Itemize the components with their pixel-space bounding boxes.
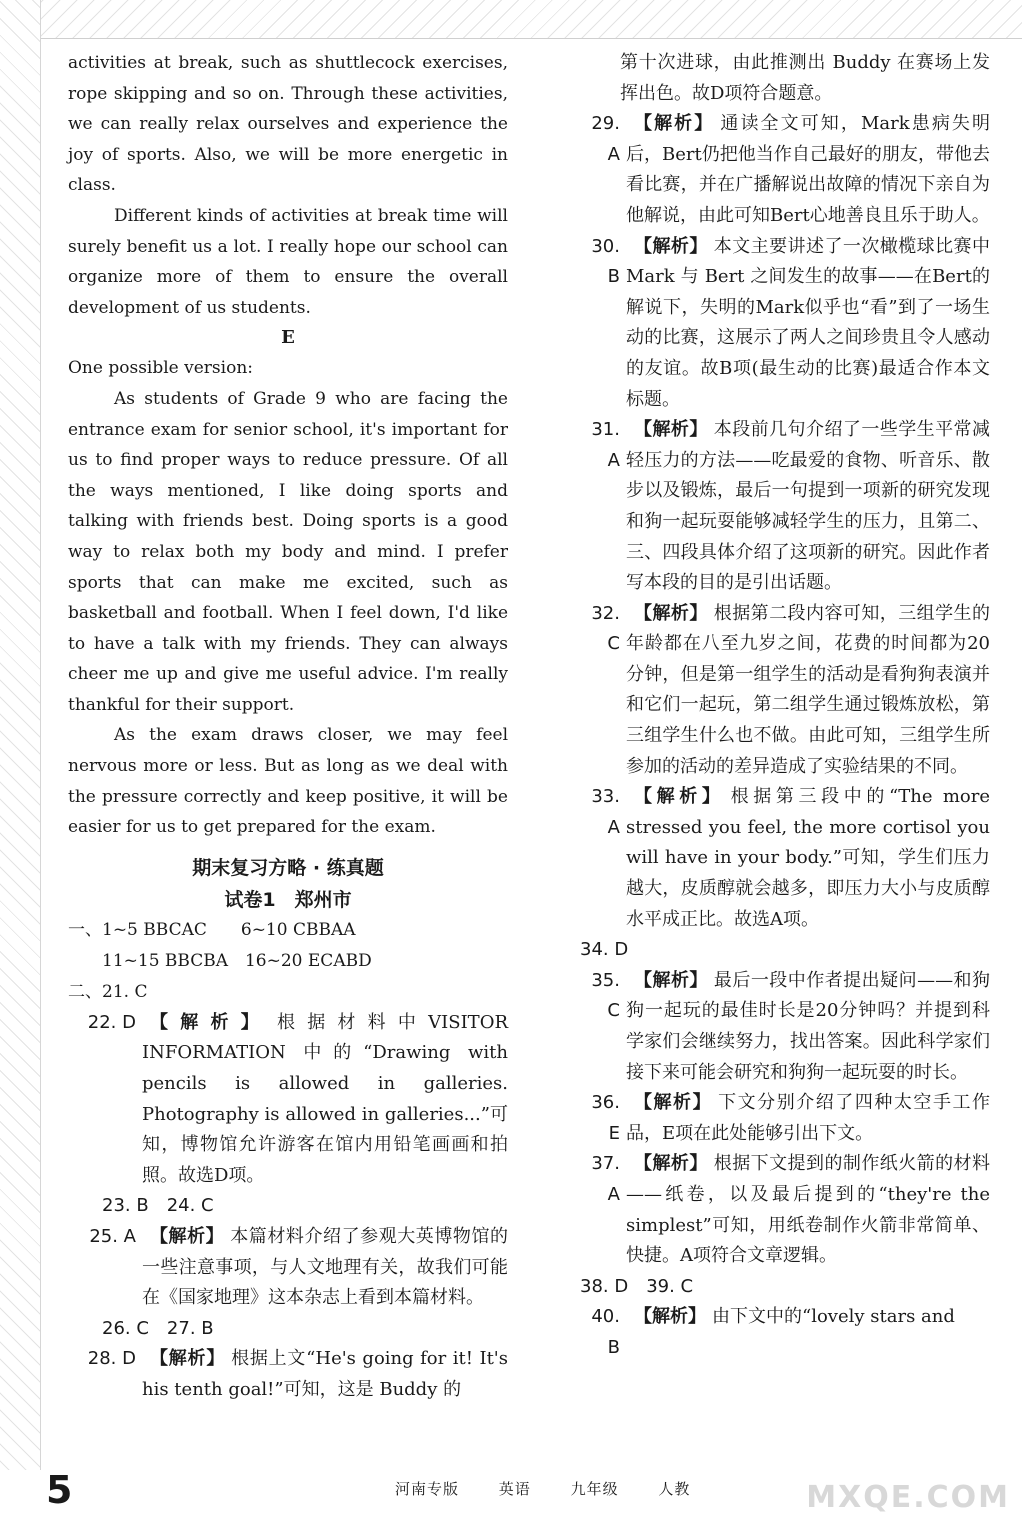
analysis-tag: 【解析】 <box>634 1092 713 1114</box>
answer-item <box>580 599 990 783</box>
answer-list <box>580 109 990 1363</box>
answer-item <box>580 1088 990 1149</box>
answer-number: 36. E <box>591 1092 620 1144</box>
answer-item <box>580 109 990 231</box>
answer-number: 29. A <box>591 113 620 165</box>
answer-number: 31. A <box>591 419 620 471</box>
answer-item <box>580 1149 990 1271</box>
footer-edition: 河南专版 <box>395 1480 460 1498</box>
analysis-tag: 【解析】 <box>634 235 708 257</box>
answer-item <box>580 782 990 935</box>
section-title: 期末复习方略 · 练真题 <box>192 856 384 879</box>
answer-item <box>580 966 990 1088</box>
answer-item <box>580 1302 990 1363</box>
analysis-text: 根据下文提到的制作纸火箭的材料——纸卷，以及最后提到的“they're the simplest”可知，用纸卷制作火箭非常简单、快捷。A项符合文章逻辑。 <box>626 1153 991 1267</box>
analysis-tag: 【解析】 <box>634 969 708 991</box>
essay-paragraph: As the exam draws closer, we may feel nervous more or less. But as long as we deal with the pressure correctly and keep positive, it will be easier for us to get prepared for the exam. <box>68 725 508 838</box>
answer-number: 35. C <box>591 969 620 1022</box>
analysis-tag: 【解析】 <box>150 1348 226 1370</box>
answer-item <box>68 1191 508 1222</box>
essay-paragraph: Different kinds of activities at break time will surely benefit us a lot. I really hope our school can organize more of them to ensure the overall development of us students. <box>68 205 508 318</box>
answer-number: 37. A <box>591 1153 620 1205</box>
answer-line: 二、21. C <box>68 981 148 1002</box>
page-edge-left <box>0 0 41 1470</box>
answer-number: 22. D <box>87 1011 136 1033</box>
answer-number: 26. C 27. B <box>102 1317 214 1339</box>
answer-number: 23. B 24. C <box>102 1195 214 1217</box>
answer-item <box>580 1272 990 1303</box>
footer-publisher: 人教 <box>658 1480 691 1498</box>
answer-number: 33. A <box>591 786 620 838</box>
answer-number: 30. B <box>591 235 620 288</box>
answer-number: 38. D 39. C <box>580 1275 694 1297</box>
page-number: 5 <box>46 1468 73 1512</box>
left-column <box>68 48 508 1406</box>
analysis-tag: 【解析】 <box>634 602 708 624</box>
analysis-text: 由下文中的“lovely stars and <box>712 1306 955 1328</box>
analysis-tag: 【解析】 <box>634 1153 708 1175</box>
answer-number: 25. A <box>89 1226 136 1247</box>
answer-item <box>580 415 990 599</box>
analysis-text: 本篇材料介绍了参观大英博物馆的一些注意事项，与人文地理有关，故我们可能在《国家地理》这本杂志上看到本篇材料。 <box>142 1226 509 1309</box>
analysis-tag: 【解析】 <box>634 113 715 135</box>
analysis-text: 根据第二段内容可知，三组学生的年龄都在八至九岁之间，花费的时间都为20分钟，但是第一组学生的活动是看狗狗表演并和它们一起玩，第二组学生通过锻炼放松，第三组学生什么也不做。由此可知，三组学生所参加的活动的差异造成了实验结果的不同。 <box>626 602 991 777</box>
analysis-text: 最后一段中作者提出疑问——和狗狗一起玩的最佳时长是20分钟吗？并提到科学家们会继续努力，找出答案。因此科学家们接下来可能会研究和狗狗一起玩耍的时长。 <box>626 969 991 1083</box>
right-column <box>580 48 990 1364</box>
essay-paragraph: activities at break, such as shuttlecock exercises, rope skipping and so on. Through these activities, we can really relax ourselves and experience the joy of sports. Also, we will be more energetic in class. <box>68 53 508 196</box>
analysis-text: 根据上文“He's going for it! It's his tenth goal!”可知，这是 Buddy 的 <box>142 1348 508 1400</box>
analysis-tag: 【解析】 <box>634 1306 706 1328</box>
answer-item <box>68 1314 508 1345</box>
answer-item <box>68 1008 508 1192</box>
answer-number: 34. D <box>580 939 629 961</box>
footer-subject: 英语 <box>498 1480 531 1498</box>
answer-line: 11~15 BBCBA 16~20 ECABD <box>102 950 372 971</box>
analysis-text: 下文分别介绍了四种太空手工作品，E项在此处能够引出下文。 <box>626 1092 991 1144</box>
footer-grade: 九年级 <box>570 1480 619 1498</box>
possible-version-label: One possible version: <box>68 358 253 379</box>
watermark: MXQE.COM <box>806 1480 1010 1515</box>
answer-item <box>580 935 990 966</box>
answer-line: 一、1~5 BBCAC 6~10 CBBAA <box>68 919 356 940</box>
essay-paragraph: As students of Grade 9 who are facing the entrance exam for senior school, it's important for us to find proper ways to reduce pressure. Of all the ways mentioned, I like doing sports and talking with friends best. Doing sports is a good way to relax both my body and mind. I prefer sports that can make me excited, such as basketball and football. When I feel down, I'd like to have a talk with my friends. They can always cheer me up and give me useful advice. I'm really thankful for their support. <box>68 388 508 715</box>
analysis-text: 本段前几句介绍了一些学生平常减轻压力的方法——吃最爱的食物、听音乐、散步以及锻炼，最后一句提到一项新的研究发现和狗一起玩耍能够减轻学生的压力，且第二、三、四段具体介绍了这项新的研究。因此作者写本段的目的是引出话题。 <box>626 419 991 594</box>
answer-item <box>68 1344 508 1405</box>
analysis-tag: 【解析】 <box>634 786 725 808</box>
analysis-text: 根据第三段中的“The more stressed you feel, the more cortisol you will have in your body.”可知，学生们压力越大，皮质醇就会越多，即压力大小与皮质醇水平成正比。故选A项。 <box>626 786 991 930</box>
answer-number: 28. D <box>87 1348 136 1370</box>
continued-text: 第十次进球，由此推测出 Buddy 在赛场上发挥出色。故D项符合题意。 <box>620 52 990 104</box>
page-footer <box>395 1478 708 1499</box>
analysis-tag: 【解析】 <box>150 1226 225 1247</box>
answer-number: 40. B <box>591 1306 620 1358</box>
page-edge-top <box>0 0 1022 39</box>
analysis-text: 根据材料中VISITOR INFORMATION 中的“Drawing with pencils is allowed in galleries. Photography is allowed in galleries...”可知，博物馆允许游客在馆内用铅笔画画和拍照。故选D项。 <box>142 1011 508 1186</box>
paper-title: 试卷1 郑州市 <box>224 888 352 911</box>
analysis-tag: 【解析】 <box>150 1011 271 1033</box>
answer-number: 32. C <box>591 602 620 655</box>
analysis-text: 通读全文可知，Mark患病失明后，Bert仍把他当作自己最好的朋友，带他去看比赛，并在广播解说出故障的情况下亲自为他解说，由此可知Bert心地善良且乐于助人。 <box>626 113 990 226</box>
analysis-text: 本文主要讲述了一次橄榄球比赛中 Mark 与 Bert 之间发生的故事——在Bert的解说下，失明的Mark似乎也“看”到了一场生动的比赛，这展示了两人之间珍贵且令人感动的友谊。故B项(最生动的比赛)最适合作本文标题。 <box>626 235 991 410</box>
answer-item <box>580 232 990 416</box>
analysis-tag: 【解析】 <box>634 419 708 441</box>
answer-item <box>68 1222 508 1314</box>
section-heading-e: E <box>281 327 295 349</box>
